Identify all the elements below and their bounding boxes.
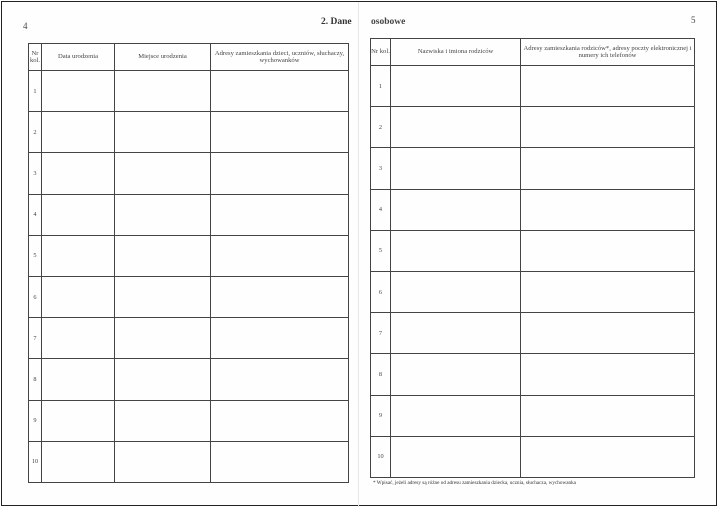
section-title-left: 2. Dane	[321, 17, 352, 27]
row-number: 2	[29, 112, 42, 153]
footnote: * Wpisać, jeżeli adresy są różne od adresu zamieszkania dziecka, ucznia, słuchacza, wychowanka	[373, 480, 576, 486]
cell-birth-place[interactable]	[115, 441, 211, 482]
cell-parents-names[interactable]	[391, 395, 521, 436]
cell-birth-date[interactable]	[42, 153, 115, 194]
cell-birth-place[interactable]	[115, 400, 211, 441]
right-page-number: 5	[691, 15, 696, 25]
table-row	[371, 354, 695, 395]
cell-parents-address[interactable]	[521, 107, 695, 148]
cell-birth-place[interactable]	[115, 235, 211, 276]
cell-birth-place[interactable]	[115, 276, 211, 317]
row-number: 7	[371, 313, 391, 354]
table-row	[371, 436, 695, 477]
cell-parents-names[interactable]	[391, 313, 521, 354]
table-row	[371, 230, 695, 271]
row-number: 1	[29, 71, 42, 112]
table-row	[29, 71, 349, 112]
table-row	[371, 148, 695, 189]
row-number: 8	[29, 359, 42, 400]
row-number: 2	[371, 107, 391, 148]
table-row	[29, 112, 349, 153]
row-number: 5	[29, 235, 42, 276]
table-row	[371, 395, 695, 436]
cell-birth-date[interactable]	[42, 194, 115, 235]
row-number: 3	[29, 153, 42, 194]
row-number: 4	[371, 189, 391, 230]
row-number: 7	[29, 318, 42, 359]
cell-birth-date[interactable]	[42, 441, 115, 482]
cell-birth-date[interactable]	[42, 359, 115, 400]
cell-parents-names[interactable]	[391, 107, 521, 148]
right-data-table	[370, 38, 695, 478]
row-number: 10	[29, 441, 42, 482]
table-row	[29, 318, 349, 359]
cell-birth-place[interactable]	[115, 112, 211, 153]
cell-parents-names[interactable]	[391, 436, 521, 477]
table-row	[29, 276, 349, 317]
row-number: 1	[371, 66, 391, 107]
cell-child-address[interactable]	[211, 194, 349, 235]
cell-child-address[interactable]	[211, 400, 349, 441]
cell-birth-place[interactable]	[115, 318, 211, 359]
cell-parents-names[interactable]	[391, 230, 521, 271]
cell-child-address[interactable]	[211, 112, 349, 153]
cell-parents-address[interactable]	[521, 148, 695, 189]
table-row	[371, 313, 695, 354]
cell-birth-date[interactable]	[42, 235, 115, 276]
header-adresy-dzieci: Adresy zamieszkania dzieci, uczniów, słuchaczy, wychowanków	[211, 44, 349, 71]
header-nr-kol: Nr kol.	[29, 44, 42, 71]
table-row	[29, 235, 349, 276]
cell-birth-date[interactable]	[42, 112, 115, 153]
row-number: 6	[371, 271, 391, 312]
cell-parents-names[interactable]	[391, 189, 521, 230]
cell-parents-address[interactable]	[521, 313, 695, 354]
table-row	[371, 189, 695, 230]
row-number: 8	[371, 354, 391, 395]
cell-birth-place[interactable]	[115, 359, 211, 400]
cell-parents-address[interactable]	[521, 189, 695, 230]
page-spine	[358, 2, 359, 507]
header-parents-names: Nazwiska i imiona rodziców	[391, 39, 521, 66]
cell-child-address[interactable]	[211, 318, 349, 359]
cell-child-address[interactable]	[211, 71, 349, 112]
cell-parents-address[interactable]	[521, 395, 695, 436]
table-row	[371, 66, 695, 107]
row-number: 3	[371, 148, 391, 189]
cell-child-address[interactable]	[211, 276, 349, 317]
cell-birth-date[interactable]	[42, 318, 115, 359]
header-parents-addresses: Adresy zamieszkania rodziców*, adresy poczty elektronicznej i numery ich telefonów	[521, 39, 695, 66]
table-row	[29, 194, 349, 235]
cell-parents-address[interactable]	[521, 66, 695, 107]
cell-parents-names[interactable]	[391, 66, 521, 107]
cell-birth-date[interactable]	[42, 400, 115, 441]
section-title-right: osobowe	[371, 17, 406, 27]
header-miejsce-urodzenia: Miejsce urodzenia	[115, 44, 211, 71]
cell-birth-date[interactable]	[42, 276, 115, 317]
cell-child-address[interactable]	[211, 441, 349, 482]
cell-parents-names[interactable]	[391, 354, 521, 395]
left-data-table	[28, 43, 349, 483]
cell-child-address[interactable]	[211, 235, 349, 276]
cell-birth-place[interactable]	[115, 194, 211, 235]
cell-parents-names[interactable]	[391, 271, 521, 312]
cell-parents-names[interactable]	[391, 148, 521, 189]
table-row	[29, 400, 349, 441]
cell-parents-address[interactable]	[521, 230, 695, 271]
row-number: 10	[371, 436, 391, 477]
header-nr-kol: Nr kol.	[371, 39, 391, 66]
row-number: 9	[29, 400, 42, 441]
cell-parents-address[interactable]	[521, 354, 695, 395]
table-row	[29, 359, 349, 400]
table-row	[29, 441, 349, 482]
row-number: 4	[29, 194, 42, 235]
left-page-number: 4	[23, 21, 28, 31]
row-number: 9	[371, 395, 391, 436]
table-row	[29, 153, 349, 194]
cell-parents-address[interactable]	[521, 271, 695, 312]
cell-birth-place[interactable]	[115, 71, 211, 112]
cell-parents-address[interactable]	[521, 436, 695, 477]
cell-birth-date[interactable]	[42, 71, 115, 112]
table-row	[371, 107, 695, 148]
header-data-urodzenia: Data urodzenia	[42, 44, 115, 71]
row-number: 5	[371, 230, 391, 271]
cell-child-address[interactable]	[211, 359, 349, 400]
table-row	[371, 271, 695, 312]
cell-child-address[interactable]	[211, 153, 349, 194]
row-number: 6	[29, 276, 42, 317]
cell-birth-place[interactable]	[115, 153, 211, 194]
